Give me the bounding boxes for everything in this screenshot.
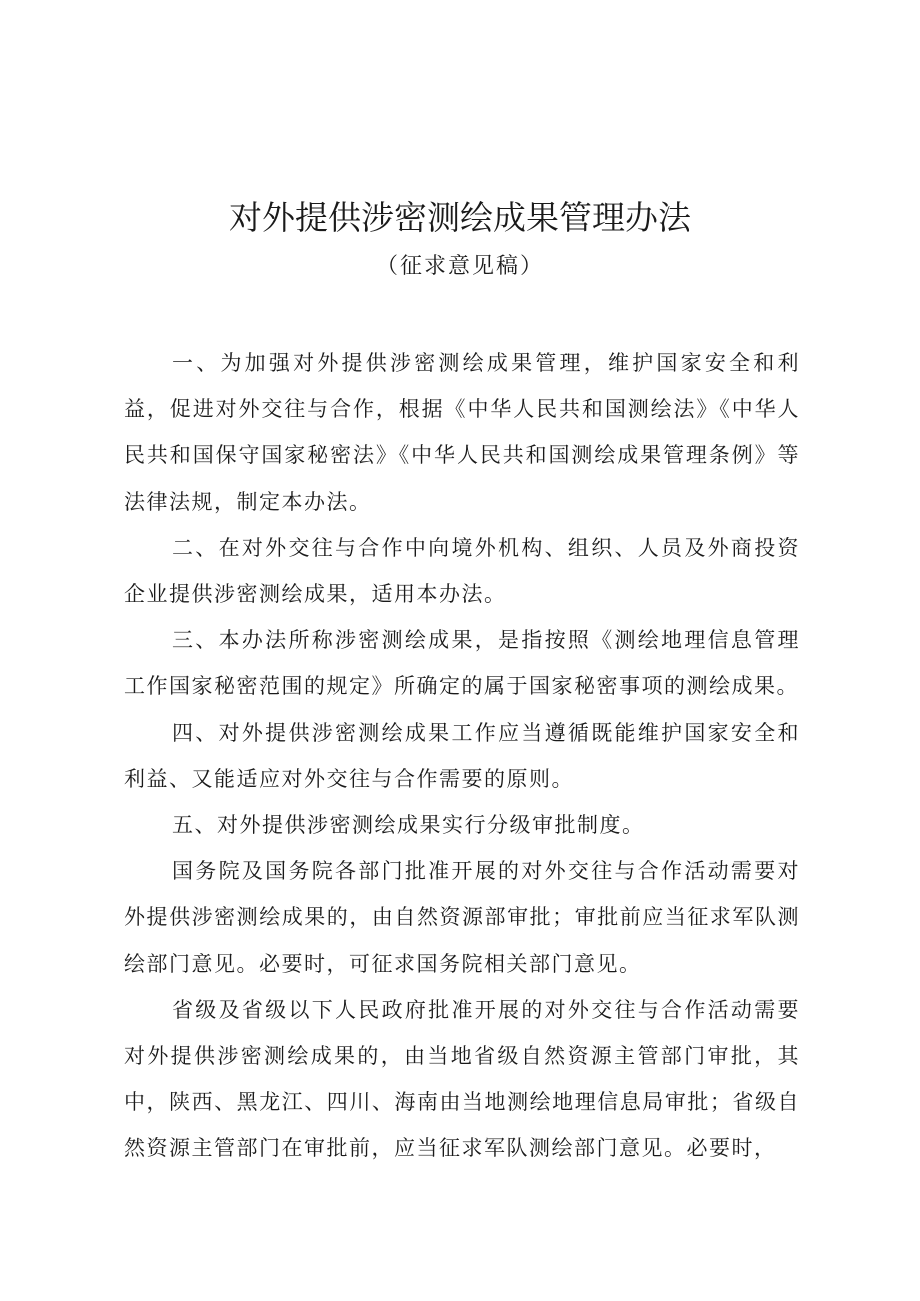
paragraph-4: 四、对外提供涉密测绘成果工作应当遵循既能维护国家安全和利益、又能适应对外交往与合作需要的原则。 [124, 720, 800, 791]
paragraph-3: 三、本办法所称涉密测绘成果，是指按照《测绘地理信息管理工作国家秘密范围的规定》所确定的属于国家秘密事项的测绘成果。 [124, 628, 800, 699]
paragraph-1: 一、为加强对外提供涉密测绘成果管理，维护国家安全和利益，促进对外交往与合作，根据《中华人民共和国测绘法》《中华人民共和国保守国家秘密法》《中华人民共和国测绘成果管理条例》等法律法规，制定本办法。 [124, 351, 800, 514]
document-title: 对外提供涉密测绘成果管理办法 [229, 198, 691, 237]
document-body [124, 340, 800, 1172]
paragraph-6: 国务院及国务院各部门批准开展的对外交往与合作活动需要对外提供涉密测绘成果的，由自然资源部审批；审批前应当征求军队测绘部门意见。必要时，可征求国务院相关部门意见。 [124, 859, 800, 976]
paragraph-2: 二、在对外交往与合作中向境外机构、组织、人员及外商投资企业提供涉密测绘成果，适用本办法。 [124, 535, 800, 607]
document-subtitle: （征求意见稿） [375, 254, 544, 279]
paragraph-5: 五、对外提供涉密测绘成果实行分级审批制度。 [172, 813, 645, 838]
paragraph-7: 省级及省级以下人民政府批准开展的对外交往与合作活动需要对外提供涉密测绘成果的，由当地省级自然资源主管部门审批，其中，陕西、黑龙江、四川、海南由当地测绘地理信息局审批；省级自然资源主管部门在审批前，应当征求军队测绘部门意见。必要时， [124, 997, 800, 1161]
